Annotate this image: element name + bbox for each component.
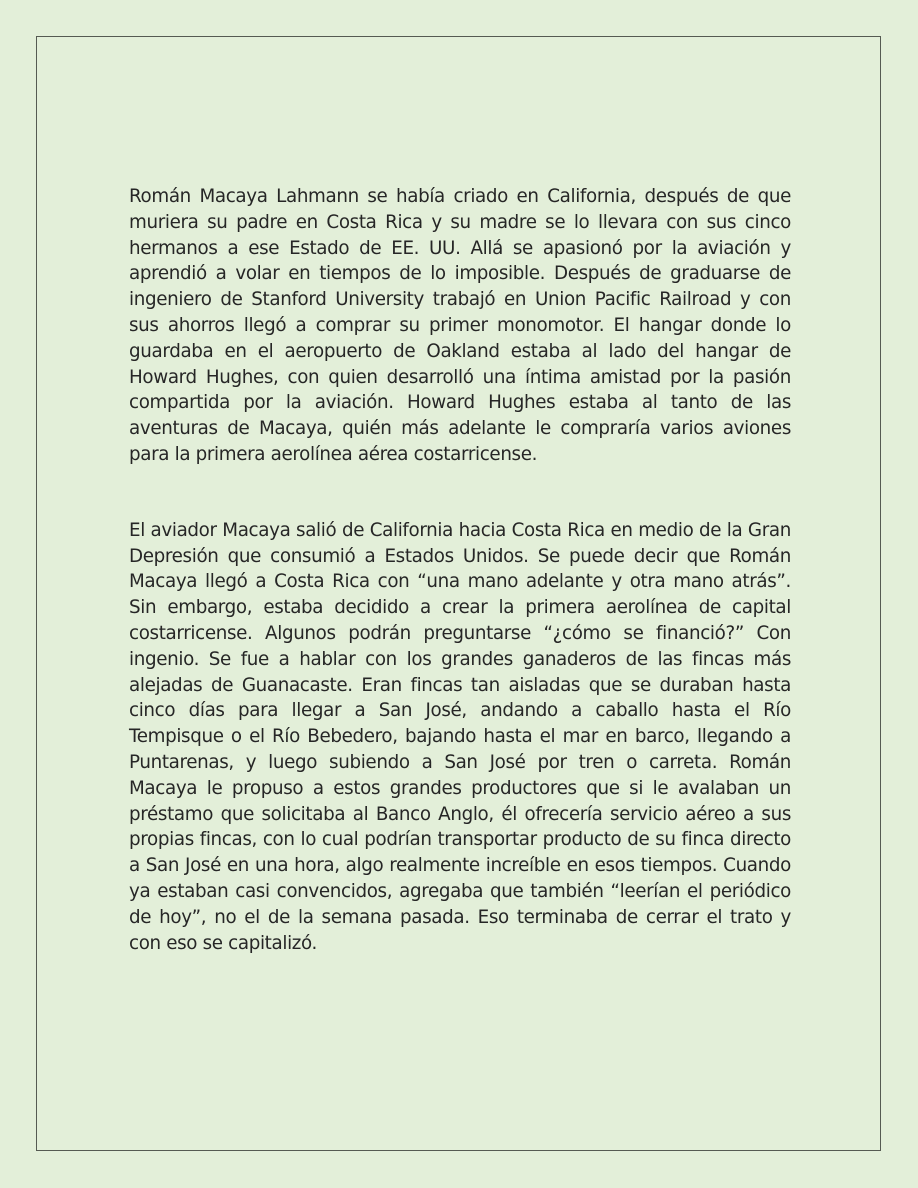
paragraph-macaya-california: Román Macaya Lahmann se había criado en California, después de que muriera su padre en Costa Rica y su madre se lo llevara con sus cinco hermanos a ese Estado de EE. UU. Allá se apasionó por la aviación y aprendió a volar en tiempos de lo imposible. Después de graduarse de ingeniero de Stanford University trabajó en Union Pacific Railroad y con sus ahorros llegó a comprar su primer monomotor. El hangar donde lo guardaba en el aeropuerto de Oakland estaba al lado del hangar de Howard Hughes, con quien desarrolló una íntima amistad por la pasión compartida por la aviación. Howard Hughes estaba al tanto de las aventuras de Macaya, quién más adelante le compraría varios aviones para la primera aerolínea aérea costarricense. bbox=[129, 186, 791, 465]
paragraph-macaya-costa-rica: El aviador Macaya salió de California hacia Costa Rica en medio de la Gran Depresión que consumió a Estados Unidos. Se puede decir que Román Macaya llegó a Costa Rica con “una mano adelante y otra mano atrás”. Sin embargo, estaba decidido a crear la primera aerolínea de capital costarricense. Algunos podrán preguntarse “¿cómo se financió?” Con ingenio. Se fue a hablar con los grandes ganaderos de las fincas más alejadas de Guanacaste. Eran fincas tan aisladas que se duraban hasta cinco días para llegar a San José, andando a caballo hasta el Río Tempisque o el Río Bebedero, bajando hasta el mar en barco, llegando a Puntarenas, y luego subiendo a San José por tren o carreta. Román Macaya le propuso a estos grandes productores que si le avalaban un préstamo que solicitaba al Banco Anglo, él ofrecería servicio aéreo a sus propias fincas, con lo cual podrían transportar producto de su finca directo a San José en una hora, algo realmente increíble en esos tiempos. Cuando ya estaban casi convencidos, agregaba que también “leerían el periódico de hoy”, no el de la semana pasada. Eso terminaba de cerrar el trato y con eso se capitalizó. bbox=[129, 519, 791, 954]
text-body bbox=[129, 184, 791, 956]
